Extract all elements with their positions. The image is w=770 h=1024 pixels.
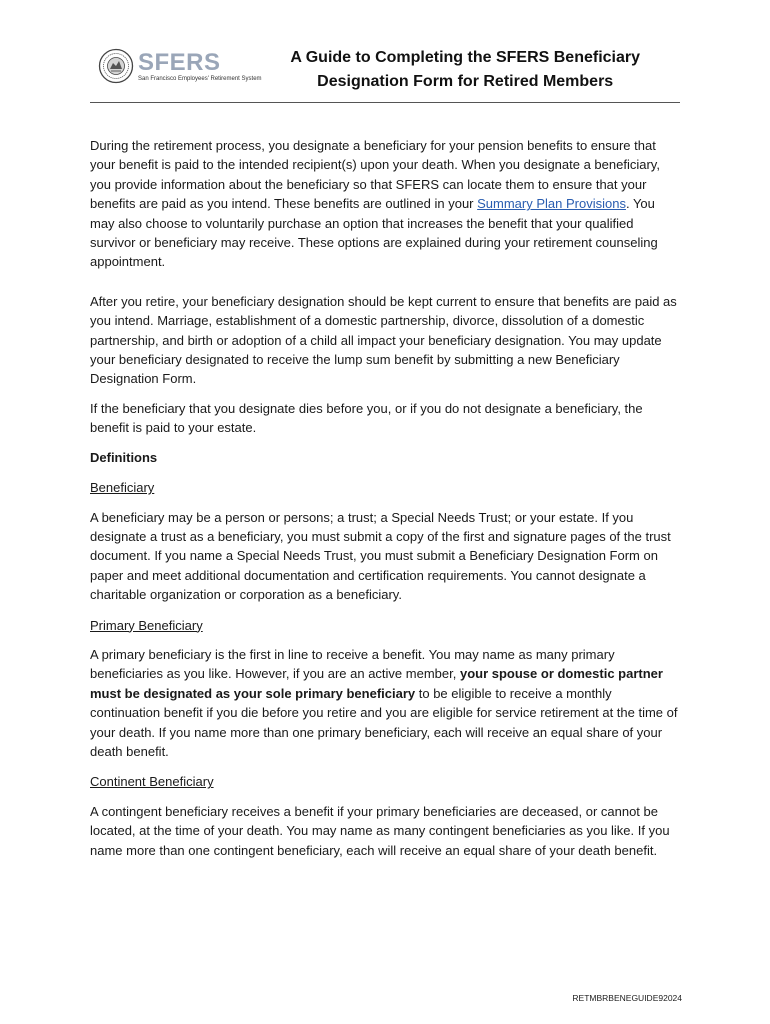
primary-beneficiary-heading: Primary Beneficiary bbox=[90, 617, 203, 633]
primary-text-end: to be eligible to receive a monthly continuation benefit if you die before you retire and you are eligible for service retirement at the time of your death. If you name more than one primary beneficiary, each will receive an equal share of your death benefit. bbox=[90, 685, 678, 759]
page-title bbox=[290, 46, 640, 94]
title-line-1: A Guide to Completing the SFERS Beneficiary bbox=[290, 49, 640, 66]
document-header bbox=[90, 40, 680, 103]
intro-paragraph bbox=[90, 136, 680, 272]
sfers-logo bbox=[98, 48, 262, 84]
logo-subtitle: San Francisco Employees' Retirement System bbox=[138, 75, 262, 82]
beneficiary-heading: Beneficiary bbox=[90, 480, 155, 496]
contingent-beneficiary-definition: A contingent beneficiary receives a benefit if your primary beneficiaries are deceased, or cannot be located, at the time of your death. You may name as many contingent beneficiaries as you like. If you name more than one contingent beneficiary, each will receive an equal share of your death benefit. bbox=[90, 803, 670, 858]
city-seal-icon bbox=[98, 48, 134, 84]
primary-beneficiary-definition bbox=[90, 645, 680, 761]
document-code: RETMBRBENEGUIDE92024 bbox=[572, 993, 682, 1003]
logo-name: SFERS bbox=[138, 48, 221, 76]
summary-plan-provisions-link[interactable]: Summary Plan Provisions bbox=[477, 196, 626, 212]
after-retire-paragraph: After you retire, your beneficiary designation should be kept current to ensure that benefits are paid as you intend. Marriage, establishment of a domestic partnership, divorce, dissolution of a domestic partnership, and birth or adoption of a child all impact your beneficiary designation. You may update your beneficiary designated to receive the lump sum benefit by submitting a new Beneficiary Designation Form. bbox=[90, 293, 677, 387]
primary-text-bold: your spouse or domestic partner must be designated as your sole primary beneficiary bbox=[90, 666, 663, 701]
contingent-beneficiary-heading: Continent Beneficiary bbox=[90, 774, 214, 790]
beneficiary-definition: A beneficiary may be a person or persons; a trust; a Special Needs Trust; or your estate. If you designate a trust as a beneficiary, you must submit a copy of the first and signature pages of the trust document. If you name a Special Needs Trust, you must submit a Beneficiary Designation Form on paper and meet additional documentation and certification requirements. You cannot designate a charitable organization or corporation as a beneficiary. bbox=[90, 509, 671, 603]
intro-text-start: During the retirement process, you designate a beneficiary for your pension benefits to ensure that your benefit is paid to the intended recipient(s) upon your death. When you designate a beneficiary, you provide information about the beneficiary so that SFERS can locate them to ensure that your benefits are paid as you intend. These benefits are outlined in your bbox=[90, 138, 660, 212]
document-body bbox=[90, 136, 680, 860]
title-line-2: Designation Form for Retired Members bbox=[317, 73, 614, 90]
estate-paragraph: If the beneficiary that you designate dies before you, or if you do not designate a beneficiary, the benefit is paid to your estate. bbox=[90, 400, 643, 436]
primary-text-start: A primary beneficiary is the first in line to receive a benefit. You may name as many primary beneficiaries as you like. However, if you are an active member, bbox=[90, 646, 615, 682]
intro-text-end: . You may also choose to voluntarily purchase an option that increases the benefit that your qualified survivor or beneficiary may receive. These options are explained during your retirement counseling appointment. bbox=[90, 196, 658, 270]
definitions-heading: Definitions bbox=[90, 449, 158, 465]
